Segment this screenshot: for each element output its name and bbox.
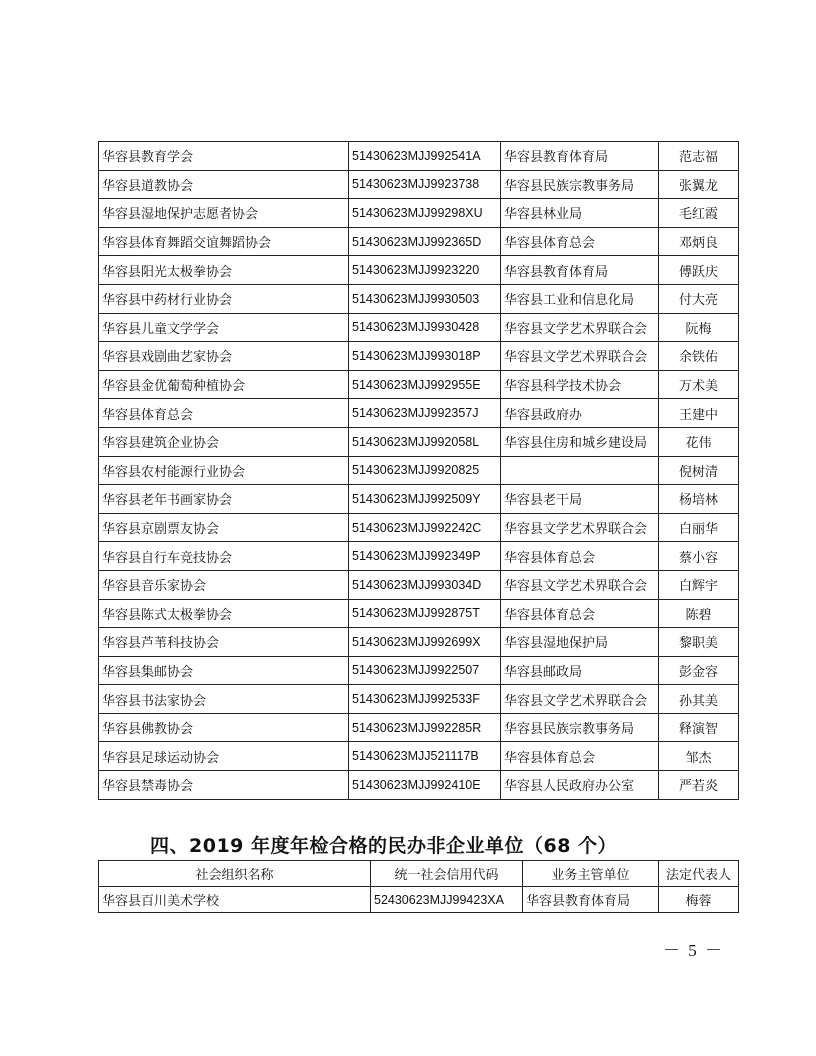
org-name-cell: 华容县中药材行业协会 xyxy=(99,284,349,313)
legal-rep-cell: 傅跃庆 xyxy=(659,256,739,285)
supervisor-cell: 华容县体育总会 xyxy=(501,227,659,256)
org-name-cell: 华容县教育学会 xyxy=(99,142,349,171)
credit-code-cell: 51430623MJJ992410E xyxy=(349,771,501,800)
table-row xyxy=(99,284,739,313)
supervisor-cell: 华容县文学艺术界联合会 xyxy=(501,570,659,599)
legal-rep-cell: 孙其美 xyxy=(659,685,739,714)
legal-rep-cell: 阮梅 xyxy=(659,313,739,342)
supervisor-cell: 华容县教育体育局 xyxy=(501,256,659,285)
org-name-cell: 华容县陈式太极拳协会 xyxy=(99,599,349,628)
table-row xyxy=(99,199,739,228)
table-row xyxy=(99,142,739,171)
credit-code-cell: 52430623MJJ99423XA xyxy=(371,887,523,913)
credit-code-cell: 51430623MJJ992509Y xyxy=(349,485,501,514)
supervisor-cell: 华容县民族宗教事务局 xyxy=(501,170,659,199)
table-row xyxy=(99,599,739,628)
legal-rep-cell: 王建中 xyxy=(659,399,739,428)
credit-code-cell: 51430623MJJ992285R xyxy=(349,713,501,742)
legal-rep-cell: 白辉宇 xyxy=(659,570,739,599)
legal-rep-cell: 邓炳良 xyxy=(659,227,739,256)
supervisor-cell: 华容县体育总会 xyxy=(501,599,659,628)
credit-code-cell: 51430623MJJ9930503 xyxy=(349,284,501,313)
org-name-cell: 华容县戏剧曲艺家协会 xyxy=(99,342,349,371)
org-name-cell: 华容县儿童文学学会 xyxy=(99,313,349,342)
non-enterprise-table xyxy=(98,860,739,913)
legal-rep-cell: 释演智 xyxy=(659,713,739,742)
credit-code-cell: 51430623MJJ992875T xyxy=(349,599,501,628)
table-row xyxy=(99,713,739,742)
legal-rep-cell: 付大亮 xyxy=(659,284,739,313)
credit-code-cell: 51430623MJJ992058L xyxy=(349,427,501,456)
credit-code-cell: 51430623MJJ9930428 xyxy=(349,313,501,342)
supervisor-cell: 华容县文学艺术界联合会 xyxy=(501,342,659,371)
supervisor-cell: 华容县科学技术协会 xyxy=(501,370,659,399)
org-name-cell: 华容县足球运动协会 xyxy=(99,742,349,771)
legal-rep-cell: 余铁佑 xyxy=(659,342,739,371)
supervisor-cell: 华容县教育体育局 xyxy=(523,887,659,913)
supervisor-cell: 华容县文学艺术界联合会 xyxy=(501,685,659,714)
credit-code-cell: 51430623MJJ992541A xyxy=(349,142,501,171)
org-name-cell: 华容县自行车竞技协会 xyxy=(99,542,349,571)
supervisor-cell: 华容县教育体育局 xyxy=(501,142,659,171)
page-number: － 5 － xyxy=(663,941,724,960)
header-cell: 业务主管单位 xyxy=(523,861,659,887)
org-name-cell: 华容县老年书画家协会 xyxy=(99,485,349,514)
table-row xyxy=(99,628,739,657)
table-row xyxy=(99,685,739,714)
legal-rep-cell: 万术美 xyxy=(659,370,739,399)
credit-code-cell: 51430623MJJ9920825 xyxy=(349,456,501,485)
legal-rep-cell: 严若炎 xyxy=(659,771,739,800)
org-name-cell: 华容县书法家协会 xyxy=(99,685,349,714)
org-name-cell: 华容县体育总会 xyxy=(99,399,349,428)
credit-code-cell: 51430623MJJ521117B xyxy=(349,742,501,771)
credit-code-cell: 51430623MJJ9922507 xyxy=(349,656,501,685)
header-cell: 法定代表人 xyxy=(659,861,739,887)
credit-code-cell: 51430623MJJ992365D xyxy=(349,227,501,256)
table-row xyxy=(99,513,739,542)
table-row xyxy=(99,170,739,199)
org-name-cell: 华容县佛教协会 xyxy=(99,713,349,742)
credit-code-cell: 51430623MJJ9923738 xyxy=(349,170,501,199)
supervisor-cell: 华容县老干局 xyxy=(501,485,659,514)
legal-rep-cell: 花伟 xyxy=(659,427,739,456)
legal-rep-cell: 白丽华 xyxy=(659,513,739,542)
legal-rep-cell: 梅蓉 xyxy=(659,887,739,913)
org-name-cell: 华容县集邮协会 xyxy=(99,656,349,685)
table-row xyxy=(99,887,739,913)
supervisor-cell: 华容县体育总会 xyxy=(501,542,659,571)
supervisor-cell: 华容县政府办 xyxy=(501,399,659,428)
supervisor-cell: 华容县林业局 xyxy=(501,199,659,228)
table-row xyxy=(99,370,739,399)
table-row xyxy=(99,485,739,514)
table-row xyxy=(99,427,739,456)
supervisor-cell: 华容县文学艺术界联合会 xyxy=(501,513,659,542)
table-row xyxy=(99,771,739,800)
legal-rep-cell: 陈碧 xyxy=(659,599,739,628)
credit-code-cell: 51430623MJJ99298XU xyxy=(349,199,501,228)
legal-rep-cell: 蔡小容 xyxy=(659,542,739,571)
table-row xyxy=(99,399,739,428)
legal-rep-cell: 毛红霞 xyxy=(659,199,739,228)
org-name-cell: 华容县音乐家协会 xyxy=(99,570,349,599)
credit-code-cell: 51430623MJJ992699X xyxy=(349,628,501,657)
table-row xyxy=(99,342,739,371)
supervisor-cell: 华容县体育总会 xyxy=(501,742,659,771)
supervisor-cell xyxy=(501,456,659,485)
supervisor-cell: 华容县文学艺术界联合会 xyxy=(501,313,659,342)
org-name-cell: 华容县湿地保护志愿者协会 xyxy=(99,199,349,228)
supervisor-cell: 华容县湿地保护局 xyxy=(501,628,659,657)
table-header-row xyxy=(99,861,739,887)
section-title: 四、2019 年度年检合格的民办非企业单位（68 个） xyxy=(150,835,618,857)
credit-code-cell: 51430623MJJ992357J xyxy=(349,399,501,428)
table-row xyxy=(99,570,739,599)
org-name-cell: 华容县体育舞蹈交谊舞蹈协会 xyxy=(99,227,349,256)
org-name-cell: 华容县金优葡萄种植协会 xyxy=(99,370,349,399)
org-name-cell: 华容县道教协会 xyxy=(99,170,349,199)
table-row xyxy=(99,656,739,685)
legal-rep-cell: 黎职美 xyxy=(659,628,739,657)
legal-rep-cell: 倪树清 xyxy=(659,456,739,485)
header-cell: 统一社会信用代码 xyxy=(371,861,523,887)
credit-code-cell: 51430623MJJ992349P xyxy=(349,542,501,571)
table-row xyxy=(99,542,739,571)
header-cell: 社会组织名称 xyxy=(99,861,371,887)
org-name-cell: 华容县百川美术学校 xyxy=(99,887,371,913)
org-name-cell: 华容县芦苇科技协会 xyxy=(99,628,349,657)
table-row xyxy=(99,227,739,256)
legal-rep-cell: 张翼龙 xyxy=(659,170,739,199)
credit-code-cell: 51430623MJJ993018P xyxy=(349,342,501,371)
supervisor-cell: 华容县民族宗教事务局 xyxy=(501,713,659,742)
supervisor-cell: 华容县人民政府办公室 xyxy=(501,771,659,800)
table-row xyxy=(99,256,739,285)
org-name-cell: 华容县阳光太极拳协会 xyxy=(99,256,349,285)
org-name-cell: 华容县京剧票友协会 xyxy=(99,513,349,542)
legal-rep-cell: 范志福 xyxy=(659,142,739,171)
supervisor-cell: 华容县工业和信息化局 xyxy=(501,284,659,313)
legal-rep-cell: 彭金容 xyxy=(659,656,739,685)
credit-code-cell: 51430623MJJ9923220 xyxy=(349,256,501,285)
org-name-cell: 华容县农村能源行业协会 xyxy=(99,456,349,485)
table-row xyxy=(99,456,739,485)
credit-code-cell: 51430623MJJ992955E xyxy=(349,370,501,399)
supervisor-cell: 华容县邮政局 xyxy=(501,656,659,685)
org-name-cell: 华容县禁毒协会 xyxy=(99,771,349,800)
legal-rep-cell: 邹杰 xyxy=(659,742,739,771)
table-row xyxy=(99,313,739,342)
supervisor-cell: 华容县住房和城乡建设局 xyxy=(501,427,659,456)
legal-rep-cell: 杨培林 xyxy=(659,485,739,514)
table-row xyxy=(99,742,739,771)
org-name-cell: 华容县建筑企业协会 xyxy=(99,427,349,456)
organization-table xyxy=(98,141,739,800)
credit-code-cell: 51430623MJJ993034D xyxy=(349,570,501,599)
credit-code-cell: 51430623MJJ992533F xyxy=(349,685,501,714)
credit-code-cell: 51430623MJJ992242C xyxy=(349,513,501,542)
